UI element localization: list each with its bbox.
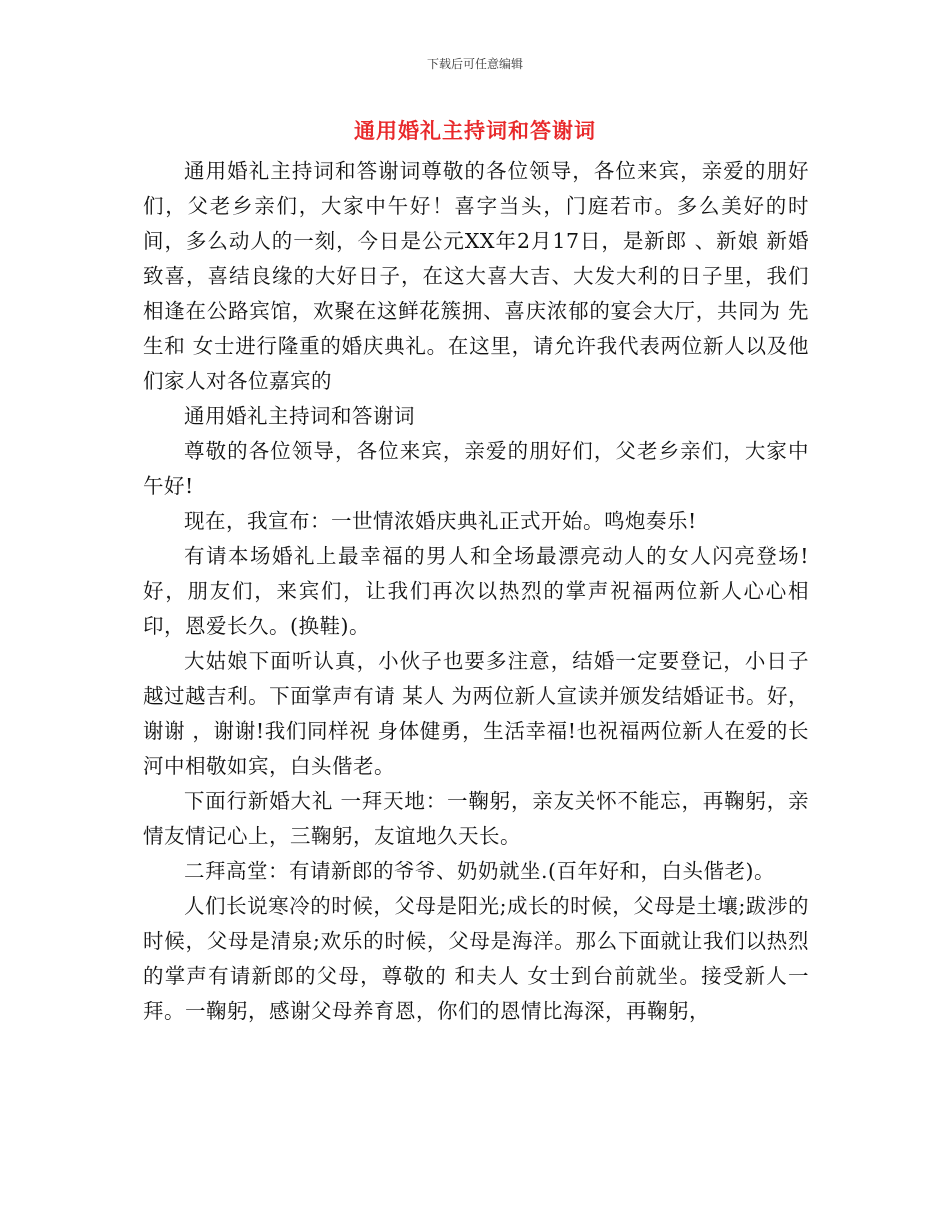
paragraph: 通用婚礼主持词和答谢词尊敬的各位领导，各位来宾，亲爱的朋好们，父老乡亲们，大家中午好！喜字当头，门庭若市。多么美好的时间，多么动人的一刻，今日是公元XX年2月17日，是新郎 、新娘 新婚致喜，喜结良缘的大好日子，在这大喜大吉、大发大利的日子里，我们相逢在公路宾馆，欢聚在这鲜花簇拥、喜庆浓郁的宴会大厅，共同为 先生和 女士进行隆重的婚庆典礼。在这里，请允许我代表两位新人以及他们家人对各位嘉宾的 [143,159,809,393]
paragraph: 二拜高堂：有请新郎的爷爷、奶奶就坐.(百年好和，白头偕老)。 [184,859,776,883]
page-header: 下载后可任意编辑 [426,57,523,71]
paragraph: 现在，我宣布：一世情浓婚庆典礼正式开始。鸣炮奏乐! [184,509,697,533]
paragraph: 大姑娘下面听认真，小伙子也要多注意，结婚一定要登记，小日子越过越吉利。下面掌声有请 某人 为两位新人宣读并颁发结婚证书。好，谢谢 ，谢谢!我们同样祝 身体健勇，生活幸福!也祝福两位新人在爱的长河中相敬如宾，白头偕老。 [143,649,809,778]
paragraph: 下面行新婚大礼 一拜天地：一鞠躬，亲友关怀不能忘，再鞠躬，亲情友情记心上，三鞠躬，友谊地久天长。 [143,789,809,848]
document-title: 通用婚礼主持词和答谢词 [354,119,596,143]
paragraph: 尊敬的各位领导，各位来宾，亲爱的朋好们，父老乡亲们，大家中午好! [143,439,809,498]
paragraph: 有请本场婚礼上最幸福的男人和全场最漂亮动人的女人闪亮登场!好，朋友们，来宾们，让我们再次以热烈的掌声祝福两位新人心心相印，恩爱长久。(换鞋)。 [143,544,809,638]
paragraph: 通用婚礼主持词和答谢词 [184,404,415,428]
paragraph: 人们长说寒冷的时候，父母是阳光;成长的时候，父母是土壤;跋涉的时候，父母是清泉;欢乐的时候，父母是海洋。那么下面就让我们以热烈的掌声有请新郎的父母，尊敬的 和夫人 女士到台前就坐。接受新人一拜。一鞠躬，感谢父母养育恩，你们的恩情比海深，再鞠躬， [143,894,809,1023]
document-body [143,154,809,1029]
